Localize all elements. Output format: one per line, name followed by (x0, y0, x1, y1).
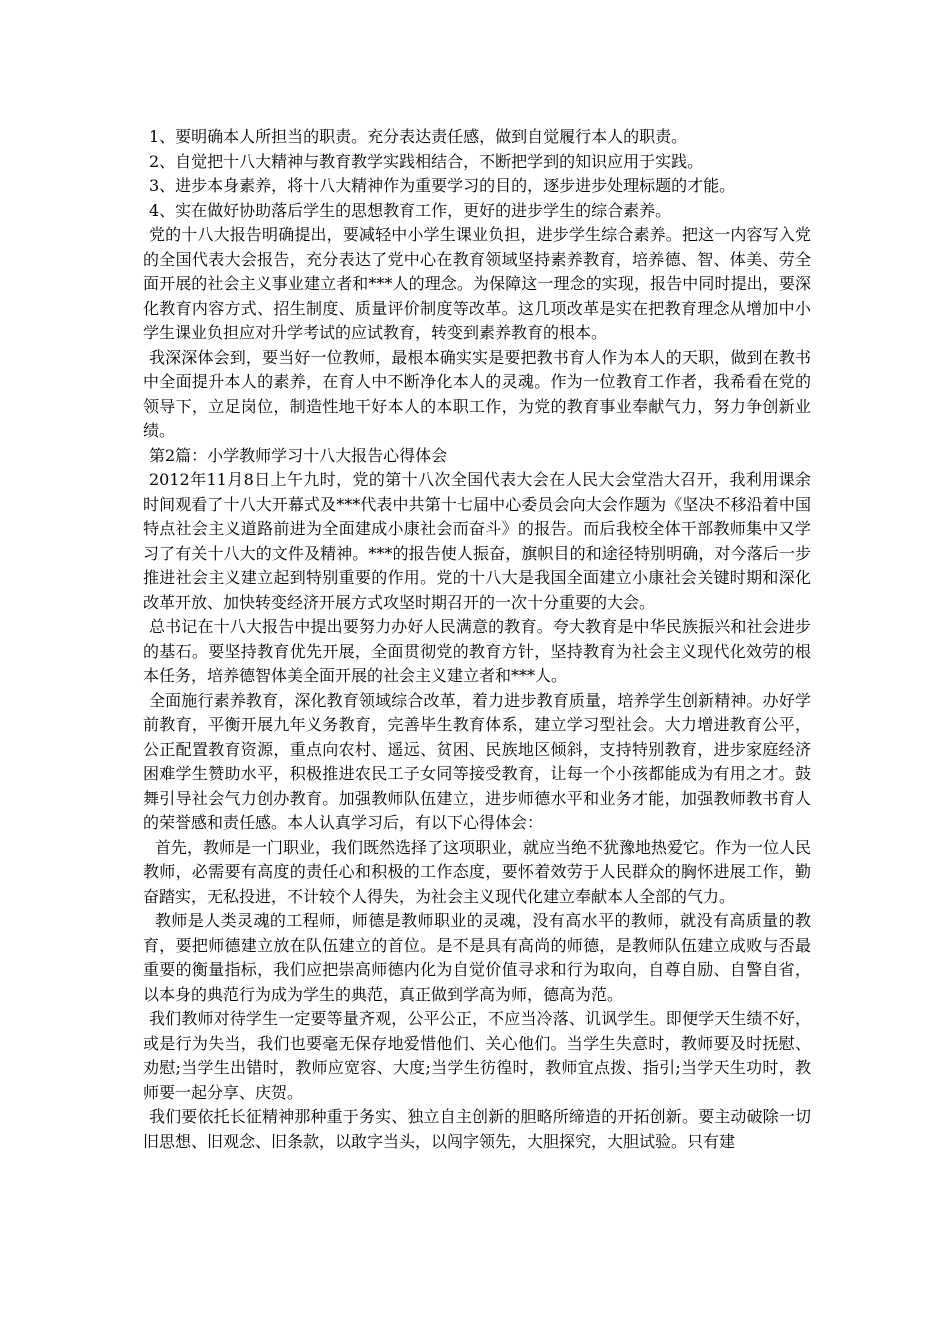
paragraph: 我深深体会到，要当好一位教师，最根本确实实是要把教书育人作为本人的天职，做到在教书中全面提升本人的素养，在育人中不断净化本人的灵魂。作为一位教育工作者，我希看在党的领导下，立足岗位，制造性地干好本人的本职工作，为党的教育事业奉献气力，努力争创新业绩。 (143, 347, 811, 440)
list-item-1: 1、要明确本人所担当的职责。充分表达责任感，做到自觉履行本人的职责。 (149, 127, 688, 146)
list-item-4: 4、实在做好协助落后学生的思想教育工作，更好的进步学生的综合素养。 (149, 200, 672, 220)
list-item-3: 3、进步本身素养，将十八大精神作为重要学习的目的，逐步进步处理标题的才能。 (149, 176, 736, 195)
document-body (143, 125, 811, 1154)
paragraph: 教师是人类灵魂的工程师，师德是教师职业的灵魂，没有高水平的教师，就没有高质量的教育，要把师德建立放在队伍建立的首位。是不是具有高尚的师德，是教师队伍建立成败与否最重要的衡量指标，我们应把崇高师德内化为自觉价值寻求和行为取向，自尊自励、自警自省，以本身的典范行为成为学生的典范，真正做到学高为师，德高为范。 (143, 911, 811, 1004)
paragraph: 2012年11月8日上午九时，党的第十八次全国代表大会在人民大会堂浩大召开，我利用课余时间观看了十八大开幕式及***代表中共第十七届中心委员会向大会作题为《坚决不移沿着中国特点社会主义道路前进为全面建成小康社会而奋斗》的报告。而后我校全体干部教师集中又学习了有关十八大的文件及精神。***的报告使人振奋，旗帜目的和途径特别明确，对今落后一步推进社会主义建立起到特别重要的作用。党的十八大是我国全面建立小康社会关键时期和深化改革开放、加快转变经济开展方式攻坚时期召开的一次十分重要的大会。 (143, 470, 811, 612)
paragraph: 总书记在十八大报告中提出要努力办好人民满意的教育。夸大教育是中华民族振兴和社会进步的基石。要坚持教育优先开展，全面贯彻党的教育方针，坚持教育为社会主义现代化效劳的根本任务，培养德智体美全面开展的社会主义建立者和***人。 (143, 617, 811, 685)
paragraph: 党的十八大报告明确提出，要减轻中小学生课业负担，进步学生综合素养。把这一内容写入党的全国代表大会报告，充分表达了党中心在教育领域坚持素养教育，培养德、智、体美、劳全面开展的社会主义事业建立者和***人的理念。为保障这一理念的实现，报告中同时提出，要深化教育内容方式、招生制度、质量评价制度等改革。这几项改革是实在把教育理念从增加中小学生课业负担应对升学考试的应试教育，转变到素养教育的根本。 (143, 225, 811, 342)
paragraph: 首先，教师是一门职业，我们既然选择了这项职业，就应当绝不犹豫地热爱它。作为一位人民教师，必需要有高度的责任心和积极的工作态度，要怀着效劳于人民群众的胸怀进展工作，勤奋踏实，无私投进，不计较个人得失，为社会主义现代化建立奉献本人全部的气力。 (143, 837, 812, 906)
section-heading: 第2篇：小学教师学习十八大报告心得体会 (149, 445, 448, 465)
list-item-2: 2、自觉把十八大精神与教育教学实践相结合，不断把学到的知识应用于实践。 (149, 151, 704, 171)
paragraph: 我们教师对待学生一定要等量齐观，公平公正，不应当冷落、讥讽学生。即便学天生绩不好，或是行为失当，我们也要毫无保存地爱惜他们、关心他们。当学生失意时，教师要及时抚慰、劝慰;当学生出错时，教师应宽容、大度;当学生彷徨时，教师宜点拨、指引;当学天生功时，教师要一起分享、庆贺。 (143, 1009, 811, 1102)
paragraph: 全面施行素养教育，深化教育领域综合改革，着力进步教育质量，培养学生创新精神。办好学前教育，平衡开展九年义务教育，完善毕生教育体系，建立学习型社会。大力增进教育公平，公正配置教育资源，重点向农村、遥远、贫困、民族地区倾斜，支持特别教育，进步家庭经济困难学生赞助水平，积极推进农民工子女同等接受教育，让每一个小孩都能成为有用之才。鼓舞引导社会气力创办教育。加强教师队伍建立，进步师德水平和业务才能，加强教师教书育人的荣誉感和责任感。本人认真学习后，有以下心得体会： (143, 690, 811, 832)
paragraph: 我们要依托长征精神那种重于务实、独立自主创新的胆略所缔造的开拓创新。要主动破除一切旧思想、旧观念、旧条款，以敢字当头，以闯字领先，大胆探究，大胆试验。只有建 (143, 1107, 811, 1151)
